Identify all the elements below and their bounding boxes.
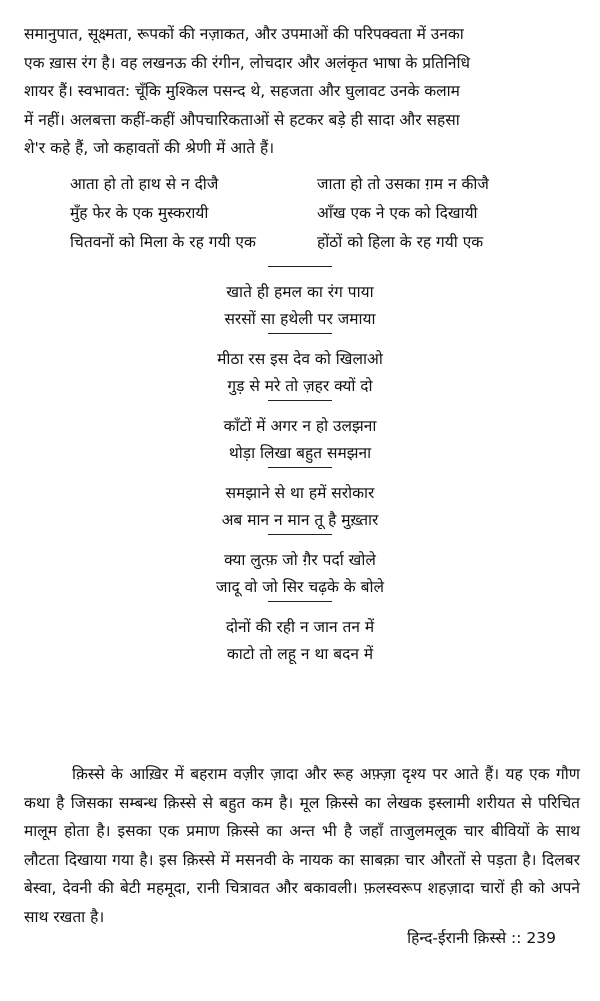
couplet-left: आता हो तो हाथ से न दीजै (70, 175, 219, 193)
closing-text: क़िस्से के आख़िर में बहराम वज़ीर ज़ादा और रूह अफ़्ज़ा दृश्य पर आते हैं। यह एक गौण कथा है जिसका सम्बन्ध क़िस्से से बहुत कम है। मूल क़िस्से का लेखक इस्लामी शरीयत से परिचित मालूम होता है। इसका एक प्रमाण क़िस्से का अन्त भी है जहाँ ताजुलमलूक चार बीवियों के साथ लौटता दिखाया गया है। इस क़िस्से में मसनवी के नायक का साबक़ा चार औरतों से पड़ता है। दिलबर बेस्वा, देवनी की बेटी महमूदा, रानी चित्रावत और बकावली। फ़लस्वरूप शहज़ादा चारों ही को अपने साथ रखता है। (24, 765, 580, 926)
couplet-right: होंठों को हिला के रह गयी एक (317, 233, 484, 251)
verse-stanza (0, 547, 600, 601)
intro-line: में नहीं। अलबत्ता कहीं-कहीं औपचारिकताओं से हटकर बड़े ही सादा और सहसा (24, 110, 460, 129)
intro-line: एक ख़ास रंग है। वह लखनऊ की रंगीन, लोचदार और अलंकृत भाषा के प्रतिनिधि (24, 53, 471, 72)
couplet-left: चितवनों को मिला के रह गयी एक (70, 233, 256, 251)
verse-line: मीठा रस इस देव को खिलाओ (217, 350, 383, 368)
verse-stanza (0, 480, 600, 534)
closing-paragraph (24, 760, 580, 931)
verse-line: थोड़ा लिखा बहुत समझना (228, 444, 372, 462)
couplet-left: मुँह फेर के एक मुस्करायी (70, 204, 209, 222)
running-footer (407, 926, 556, 948)
verse-line: काँटों में अगर न हो उलझना (223, 417, 377, 435)
verse-line: काटो तो लहू न था बदन में (226, 645, 374, 663)
verse-section (0, 266, 600, 668)
verse-line: खाते ही हमल का रंग पाया (226, 283, 374, 301)
intro-paragraph (24, 20, 580, 163)
verse-divider (268, 266, 332, 267)
verse-line: दोनों की रही न जान तन में (225, 618, 375, 636)
verse-stanza (0, 614, 600, 668)
intro-line: शायर हैं। स्वभावत: चूँकि मुश्किल पसन्द थे, सहजता और घुलावट उनके कलाम (24, 82, 460, 100)
verse-stanza (0, 279, 600, 333)
couplet-row (70, 199, 570, 228)
couplet-right: जाता हो तो उसका ग़म न कीजै (317, 175, 489, 193)
running-title: हिन्द-ईरानी क़िस्से :: 239 (407, 929, 556, 947)
couplet-row (70, 170, 570, 199)
couplet-table (70, 170, 570, 257)
couplet-right: आँख एक ने एक को दिखायी (317, 204, 478, 222)
verse-line: समझाने से था हमें सरोकार (225, 484, 375, 502)
couplet-row (70, 228, 570, 257)
verse-line: क्या लुत्फ़ जो ग़ैर पर्दा खोले (224, 551, 376, 569)
verse-line: सरसों सा हथेली पर जमाया (224, 310, 376, 328)
verse-line: जादू वो जो सिर चढ़के के बोले (215, 578, 385, 596)
verse-stanza (0, 346, 600, 400)
verse-line: अब मान न मान तू है मुख़्तार (221, 511, 379, 529)
verse-line: गुड़ से मरे तो ज़हर क्यों दो (227, 377, 373, 395)
intro-line: समानुपात, सूक्ष्मता, रूपकों की नज़ाकत, और उपमाओं की परिपक्वता में उनका (24, 25, 464, 43)
intro-line: शे'र कहे हैं, जो कहावतों की श्रेणी में आते हैं। (24, 139, 275, 157)
verse-stanza (0, 413, 600, 467)
